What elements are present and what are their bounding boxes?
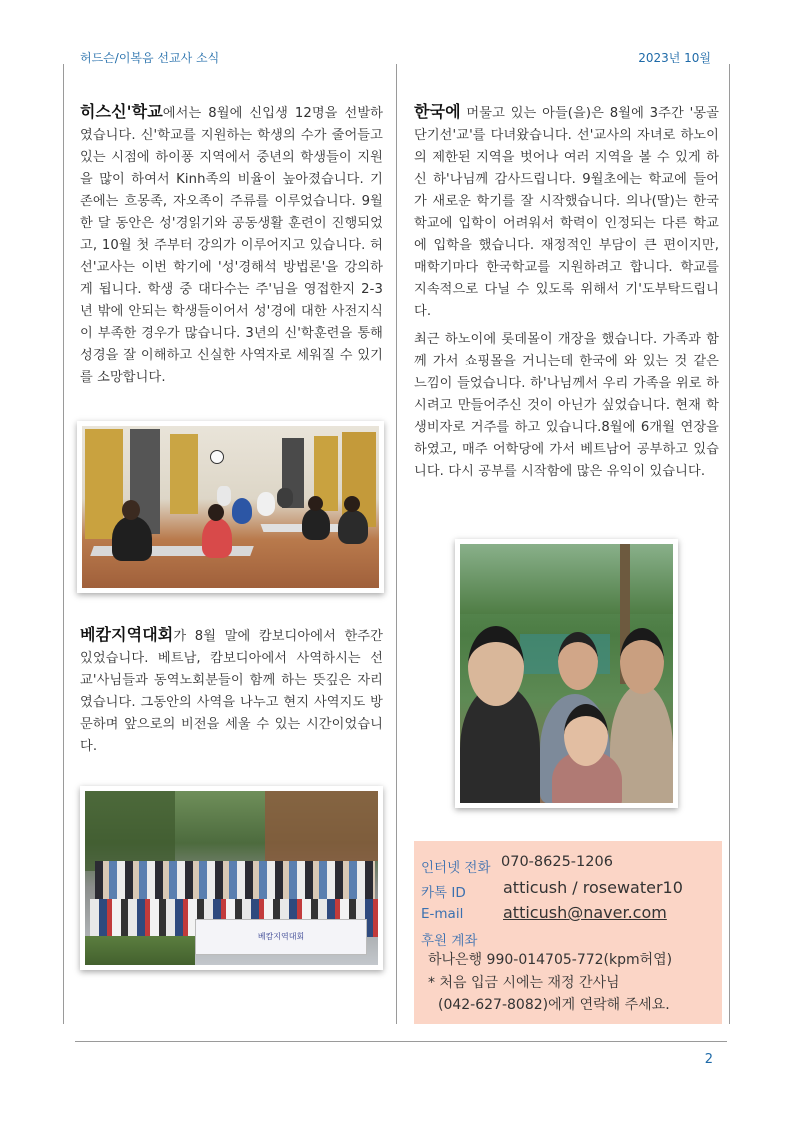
regional-conference-heading: 베캄지역대회 <box>80 625 174 644</box>
email-link[interactable]: atticush@naver.com <box>503 903 667 922</box>
note-line-1: * 처음 입금 시에는 재정 간사님 <box>428 975 620 991</box>
newsletter-date: 2023년 10월 <box>638 51 711 65</box>
family-news-article <box>414 101 719 489</box>
banner <box>195 919 367 955</box>
seminary-article <box>80 101 383 395</box>
family-photo <box>455 539 678 808</box>
footer-line <box>75 1041 727 1042</box>
left-border-line <box>63 64 64 1024</box>
phone-label: 인터넷 전화 <box>421 860 491 876</box>
bank-account: 하나은행 990-014705-772(kpm허엽) <box>428 952 673 968</box>
phone-number[interactable]: 070-8625-1206 <box>501 854 613 870</box>
seminary-body: 에서는 8월에 신입생 12명을 선발하였습니다. 신'학교를 지원하는 학생의 수가 줄어들고 있는 시점에 하이퐁 지역에서 중년의 학생들이 지원을 많이 하여서 Kinh족의 비율이 높아졌습니다. 기존에는 흐몽족, 자오족이 주류를 이루었습니다. 9월 한 달 동안은 성'경읽기와 공동생활 훈련이 진행되었고, 10월 첫 주부터 강의가 이루어지고 있습니다. 허선'교사는 이번 학기에 '성'경해석 방법론'을 강의하게 됩니다. 학생 중 대다수는 주'님을 영접한지 2-3년 밖에 안되는 학생들이어서 성'경에 대한 사전지식이 부족한 경우가 많습니다. 3년의 신'학훈련을 통해 성경을 잘 이해하고 신실한 사역자로 세워질 수 있기를 소망합니다. <box>80 106 383 385</box>
account-label: 후원 계좌 <box>421 933 478 949</box>
family-news-heading: 한국에 <box>414 102 461 121</box>
hanoi-life-paragraph: 최근 하노이에 롯데몰이 개장을 했습니다. 가족과 함께 가서 쇼핑몰을 거니는데 한국에 와 있는 것 같은 느낌이 들었습니다. 하'나님께서 우리 가족을 위로 하시려고 만들어주신 것이 아닌가 싶었습니다. 현재 학생비자로 거주를 하고 있습니다.8월에 6개월 연장을 하였고, 매주 어학당에 가서 베트남어 공부하고 있습니다. 다시 공부를 시작함에 많은 유익이 있습니다. <box>414 332 719 479</box>
email-label: E-mail <box>421 906 464 922</box>
center-divider-line <box>396 64 397 1024</box>
group-photo <box>80 786 383 970</box>
banner-text: 베캄지역대회 <box>257 932 305 941</box>
regional-conference-article <box>80 624 383 764</box>
note-line-2: (042-627-8082)에게 연락해 주세요. <box>438 997 670 1013</box>
kakao-id: atticush / rosewater10 <box>503 878 683 897</box>
contact-box <box>414 841 722 1024</box>
regional-conference-body: 가 8월 말에 캄보디아에서 한주간 있었습니다. 베트남, 캄보디아에서 사역하시는 선교'사님들과 동역노회분들이 함께 하는 뜻깊은 자리였습니다. 그동안의 사역을 나누고 현지 사역지도 방문하며 앞으로의 비전을 세울 수 있는 시간이었습니다. <box>80 629 383 754</box>
page-number: 2 <box>704 1052 713 1067</box>
classroom-photo <box>77 421 384 593</box>
newsletter-title: 허드슨/이복음 선교사 소식 <box>80 51 220 65</box>
seminary-heading: 히스신'학교 <box>80 102 163 121</box>
family-news-body: 머물고 있는 아들(을)은 8월에 3주간 '몽골단기선'교'를 다녀왔습니다. 선'교사의 자녀로 하노이의 제한된 지역을 벗어나 여러 지역을 볼 수 있게 하신 하'나님께 감사드립니다. 9월초에는 학교에 들어가 새로운 학기를 잘 시작했습니다. 의나(딸)는 한국학교에 입학이 어려워서 학력이 인정되는 다른 학교에 입학을 했습니다. 재정적인 부담이 큰 편이지만, 매학기마다 한국학교를 지원하려고 합니다. 학교를 지속적으로 다닐 수 있도록 위해서 기'도부탁드립니다. <box>414 106 719 319</box>
kakao-label: 카톡 ID <box>421 885 466 901</box>
right-border-line <box>729 64 730 1024</box>
